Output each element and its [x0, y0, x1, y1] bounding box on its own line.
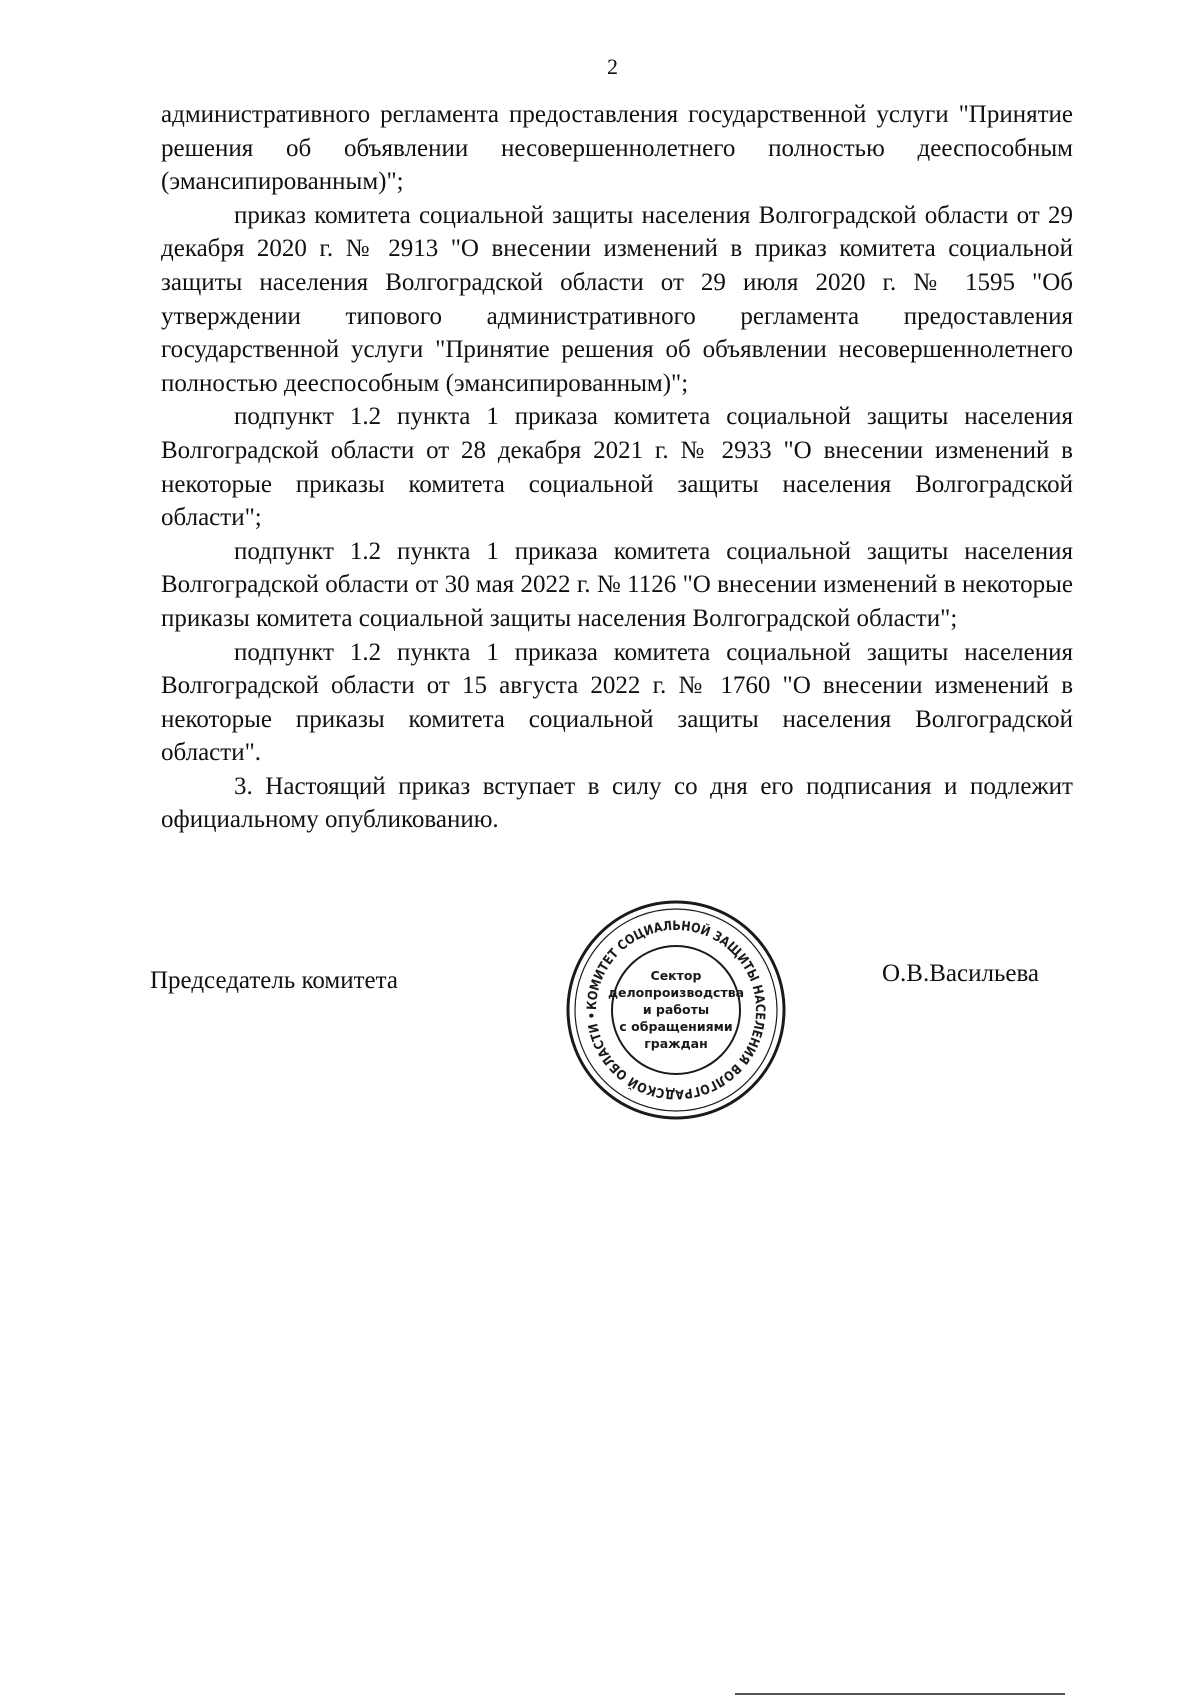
stamp-ring-text: КОМИТЕТ СОЦИАЛЬНОЙ ЗАЩИТЫ НАСЕЛЕНИЯ ВОЛГОГРАДСКОЙ ОБЛАСТИ • [584, 918, 768, 1102]
paragraph: подпункт 1.2 пункта 1 приказа комитета социальной защиты населения Волгоградской области от 30 мая 2022 г. № 1126 "О внесении изменений в некоторые приказы комитета социальной защиты населения Волгоградской области"; [161, 537, 1073, 632]
paragraph: 3. Настоящий приказ вступает в силу со дня его подписания и подлежит официальному опубликованию. [161, 772, 1073, 834]
footer-divider [735, 1693, 1065, 1695]
stamp-center-line: с обращениями [619, 1019, 733, 1034]
stamp-center-line: Сектор [650, 968, 702, 983]
stamp-center-line: граждан [644, 1036, 708, 1051]
page-number: 2 [607, 54, 618, 79]
stamp-center-line: и работы [642, 1002, 710, 1017]
official-stamp [563, 897, 789, 1123]
stamp-center-line: делопроизводства [607, 985, 745, 1000]
paragraph: подпункт 1.2 пункта 1 приказа комитета социальной защиты населения Волгоградской области от 15 августа 2022 г. № 1760 "О внесении изменений в некоторые приказы комитета социальной защиты населения Волгоградской области". [161, 638, 1073, 767]
paragraph: приказ комитета социальной защиты населения Волгоградской области от 29 декабря 2020 г. № 2913 "О внесении изменений в приказ комитета социальной защиты населения Волгоградской области от 29 июля 2020 г. № 1595 "Об утверждении типового административного регламента предоставления государственной услуги "Принятие решения об объявлении несовершеннолетнего полностью дееспособным (эмансипированным)"; [161, 201, 1073, 397]
signer-position: Председатель комитета [150, 967, 398, 994]
signer-name: О.В.Васильева [882, 960, 1040, 987]
paragraph: административного регламента предоставления государственной услуги "Принятие решения об объявлении несовершеннолетнего полностью дееспособным (эмансипированным)"; [161, 101, 1073, 196]
paragraph: подпункт 1.2 пункта 1 приказа комитета социальной защиты населения Волгоградской области от 28 декабря 2021 г. № 2933 "О внесении изменений в некоторые приказы комитета социальной защиты населения Волгоградской области"; [161, 403, 1073, 532]
document-body [161, 98, 1073, 837]
